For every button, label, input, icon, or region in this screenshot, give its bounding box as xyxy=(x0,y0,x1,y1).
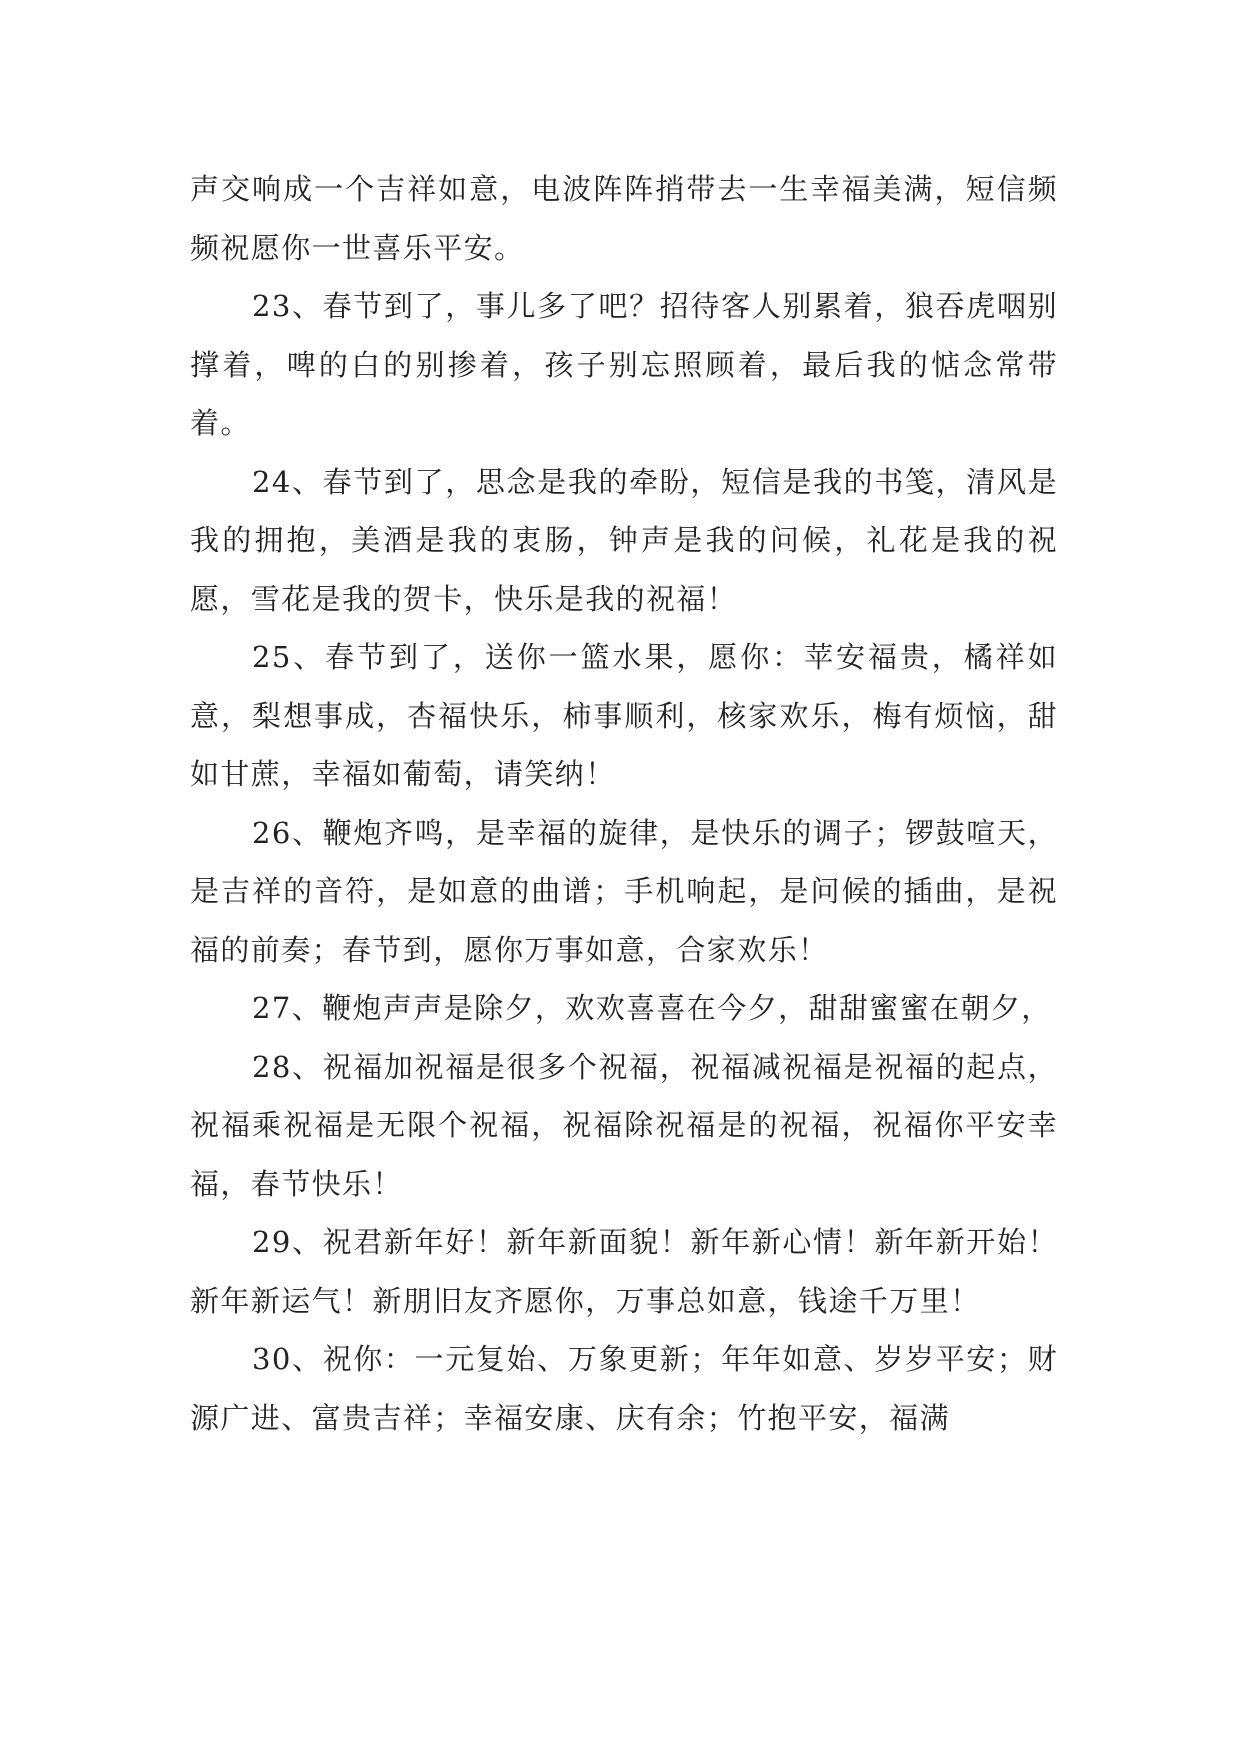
paragraph-25: 25、春节到了，送你一篮水果，愿你：苹安福贵，橘祥如意，梨想事成，杏福快乐，柿事顺利，核家欢乐，梅有烦恼，甜如甘蔗，幸福如葡萄，请笑纳！ xyxy=(190,640,1058,791)
paragraph-continuation: 声交响成一个吉祥如意，电波阵阵捎带去一生幸福美满，短信频频祝愿你一世喜乐平安。 xyxy=(190,172,1058,265)
document-body xyxy=(190,160,1058,1447)
paragraph-28: 28、祝福加祝福是很多个祝福，祝福减祝福是祝福的起点，祝福乘祝福是无限个祝福，祝福除祝福是的祝福，祝福你平安幸福，春节快乐！ xyxy=(190,1049,1058,1201)
paragraph-23: 23、春节到了，事儿多了吧？招待客人别累着，狼吞虎咽别撑着，啤的白的别掺着，孩子别忘照顾着，最后我的惦念常带着。 xyxy=(190,289,1058,440)
paragraph-26: 26、鞭炮齐鸣，是幸福的旋律，是快乐的调子；锣鼓喧天，是吉祥的音符，是如意的曲谱；手机响起，是问候的插曲，是祝福的前奏；春节到，愿你万事如意，合家欢乐！ xyxy=(190,815,1058,967)
paragraph-27: 27、鞭炮声声是除夕，欢欢喜喜在今夕，甜甜蜜蜜在朝夕， xyxy=(252,991,1052,1025)
paragraph-29: 29、祝君新年好！新年新面貌！新年新心情！新年新开始！新年新运气！新朋旧友齐愿你，万事总如意，钱途千万里！ xyxy=(190,1225,1058,1318)
paragraph-30: 30、祝你：一元复始、万象更新；年年如意、岁岁平安；财源广进、富贵吉祥；幸福安康、庆有余；竹抱平安，福满 xyxy=(190,1342,1058,1435)
paragraph-24: 24、春节到了，思念是我的牵盼，短信是我的书笺，清风是我的拥抱，美酒是我的衷肠，钟声是我的问候，礼花是我的祝愿，雪花是我的贺卡，快乐是我的祝福！ xyxy=(190,464,1058,616)
